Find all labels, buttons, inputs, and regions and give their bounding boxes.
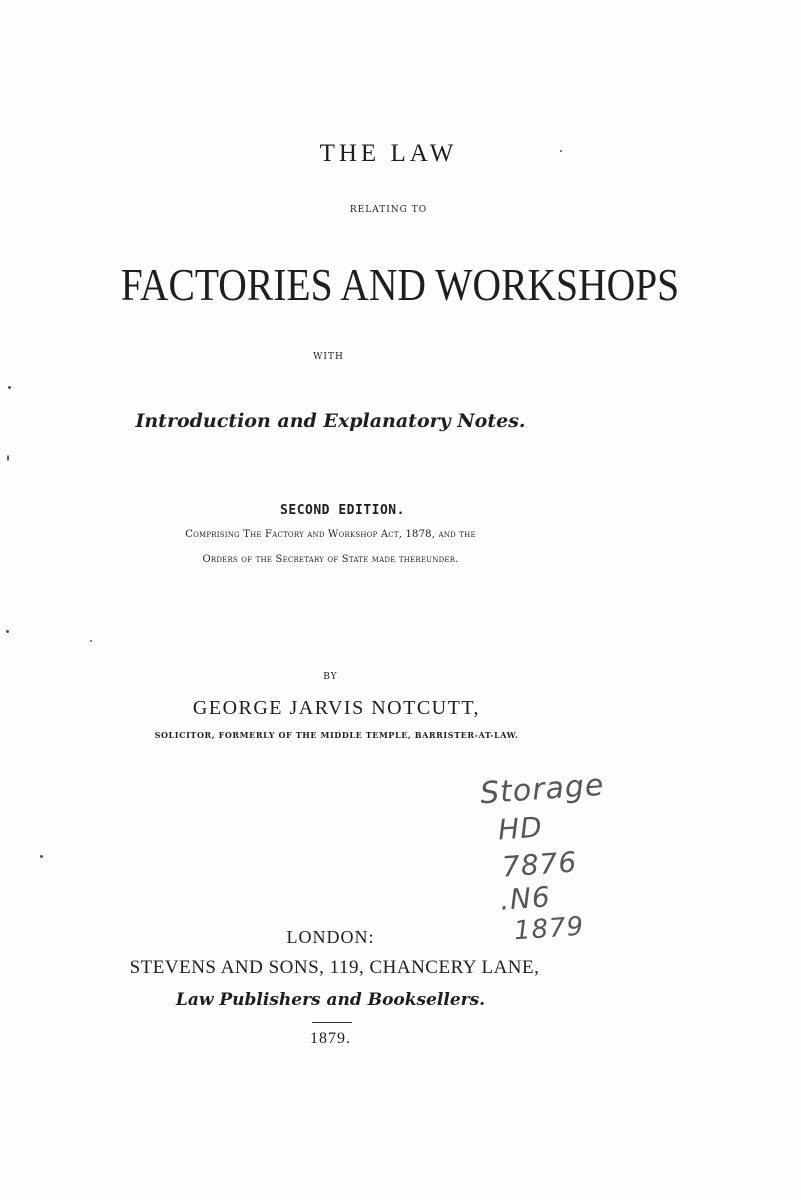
publisher-name: STEVENS AND SONS, 119, CHANCERY LANE, bbox=[129, 957, 540, 978]
call-number-line-4: .N6 bbox=[498, 880, 552, 917]
main-title: FACTORIES AND WORKSHOPS bbox=[120, 259, 680, 310]
author-name: GEORGE JARVIS NOTCUTT, bbox=[192, 697, 481, 719]
paper-speck bbox=[40, 855, 43, 858]
place-of-publication: LONDON: bbox=[286, 927, 375, 947]
relating-to-line: RELATING TO bbox=[349, 205, 428, 215]
call-number-line-2: HD bbox=[496, 810, 544, 847]
handwritten-call-number bbox=[478, 767, 630, 952]
call-number-line-5: 1879 bbox=[513, 911, 586, 947]
comprising-line-2: Orders of the Secretary of State made thereunder. bbox=[202, 554, 459, 565]
paper-speck bbox=[7, 455, 9, 461]
publisher-description: Law Publishers and Booksellers. bbox=[175, 990, 486, 1010]
paper-speck bbox=[6, 630, 9, 633]
paper-speck bbox=[560, 150, 562, 152]
comprising-line-1: Comprising The Factory and Workshop Act, 1878, and the bbox=[185, 529, 476, 540]
author-description: SOLICITOR, FORMERLY OF THE MIDDLE TEMPLE, BARRISTER-AT-LAW. bbox=[154, 730, 519, 740]
subtitle: Introduction and Explanatory Notes. bbox=[135, 410, 526, 432]
paper-speck bbox=[90, 640, 92, 642]
edition-line: SECOND EDITION. bbox=[280, 503, 405, 518]
call-number-line-1: Storage bbox=[478, 767, 606, 812]
paper-speck bbox=[8, 386, 11, 389]
call-number-line-3: 7876 bbox=[500, 845, 579, 884]
with-line: WITH bbox=[313, 352, 344, 362]
by-line: BY bbox=[323, 672, 338, 682]
law-heading: THE LAW bbox=[319, 140, 458, 167]
publication-year: 1879. bbox=[310, 1030, 351, 1047]
separator-rule bbox=[312, 1022, 352, 1023]
